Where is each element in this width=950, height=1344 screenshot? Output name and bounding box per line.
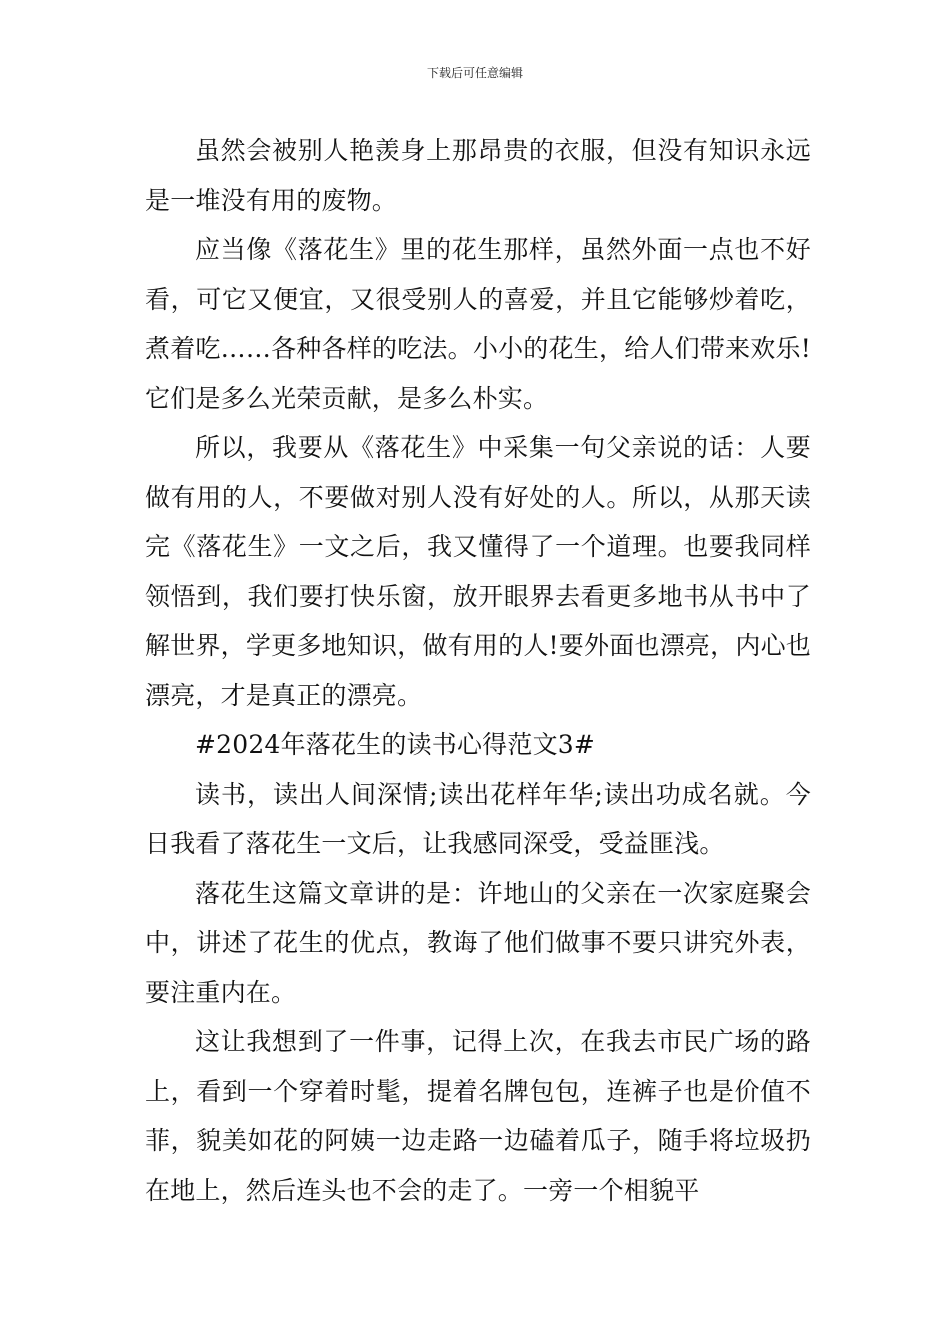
paragraph-2: 应当像《落花生》里的花生那样，虽然外面一点也不好看，可它又便宜，又很受别人的喜爱，并且它能够炒着吃，煮着吃……各种各样的吃法。小小的花生，给人们带来欢乐!它们是多么光荣贡献，是多么朴实。 xyxy=(145,235,811,413)
document-body xyxy=(145,126,811,1215)
section-heading: #2024年落花生的读书心得范文3# xyxy=(195,730,596,759)
paragraph-6: 这让我想到了一件事，记得上次，在我去市民广场的路上，看到一个穿着时髦，提着名牌包包，连裤子也是价值不菲，貌美如花的阿姨一边走路一边磕着瓜子，随手将垃圾扔在地上，然后连头也不会的走了。一旁一个相貌平 xyxy=(145,1027,811,1205)
paragraph-1: 虽然会被别人艳羡身上那昂贵的衣服，但没有知识永远是一堆没有用的废物。 xyxy=(145,136,811,215)
paragraph-4: 读书，读出人间深情;读出花样年华;读出功成名就。今日我看了落花生一文后，让我感同深受，受益匪浅。 xyxy=(145,779,811,858)
page-header: 下载后可任意编辑 xyxy=(426,66,523,80)
paragraph-3: 所以，我要从《落花生》中采集一句父亲说的话：人要做有用的人，不要做对别人没有好处的人。所以，从那天读完《落花生》一文之后，我又懂得了一个道理。也要我同样领悟到，我们要打快乐窗，放开眼界去看更多地书从书中了解世界，学更多地知识，做有用的人!要外面也漂亮，内心也漂亮，才是真正的漂亮。 xyxy=(145,433,811,710)
paragraph-5: 落花生这篇文章讲的是：许地山的父亲在一次家庭聚会中，讲述了花生的优点，教诲了他们做事不要只讲究外表，要注重内在。 xyxy=(145,878,811,1007)
